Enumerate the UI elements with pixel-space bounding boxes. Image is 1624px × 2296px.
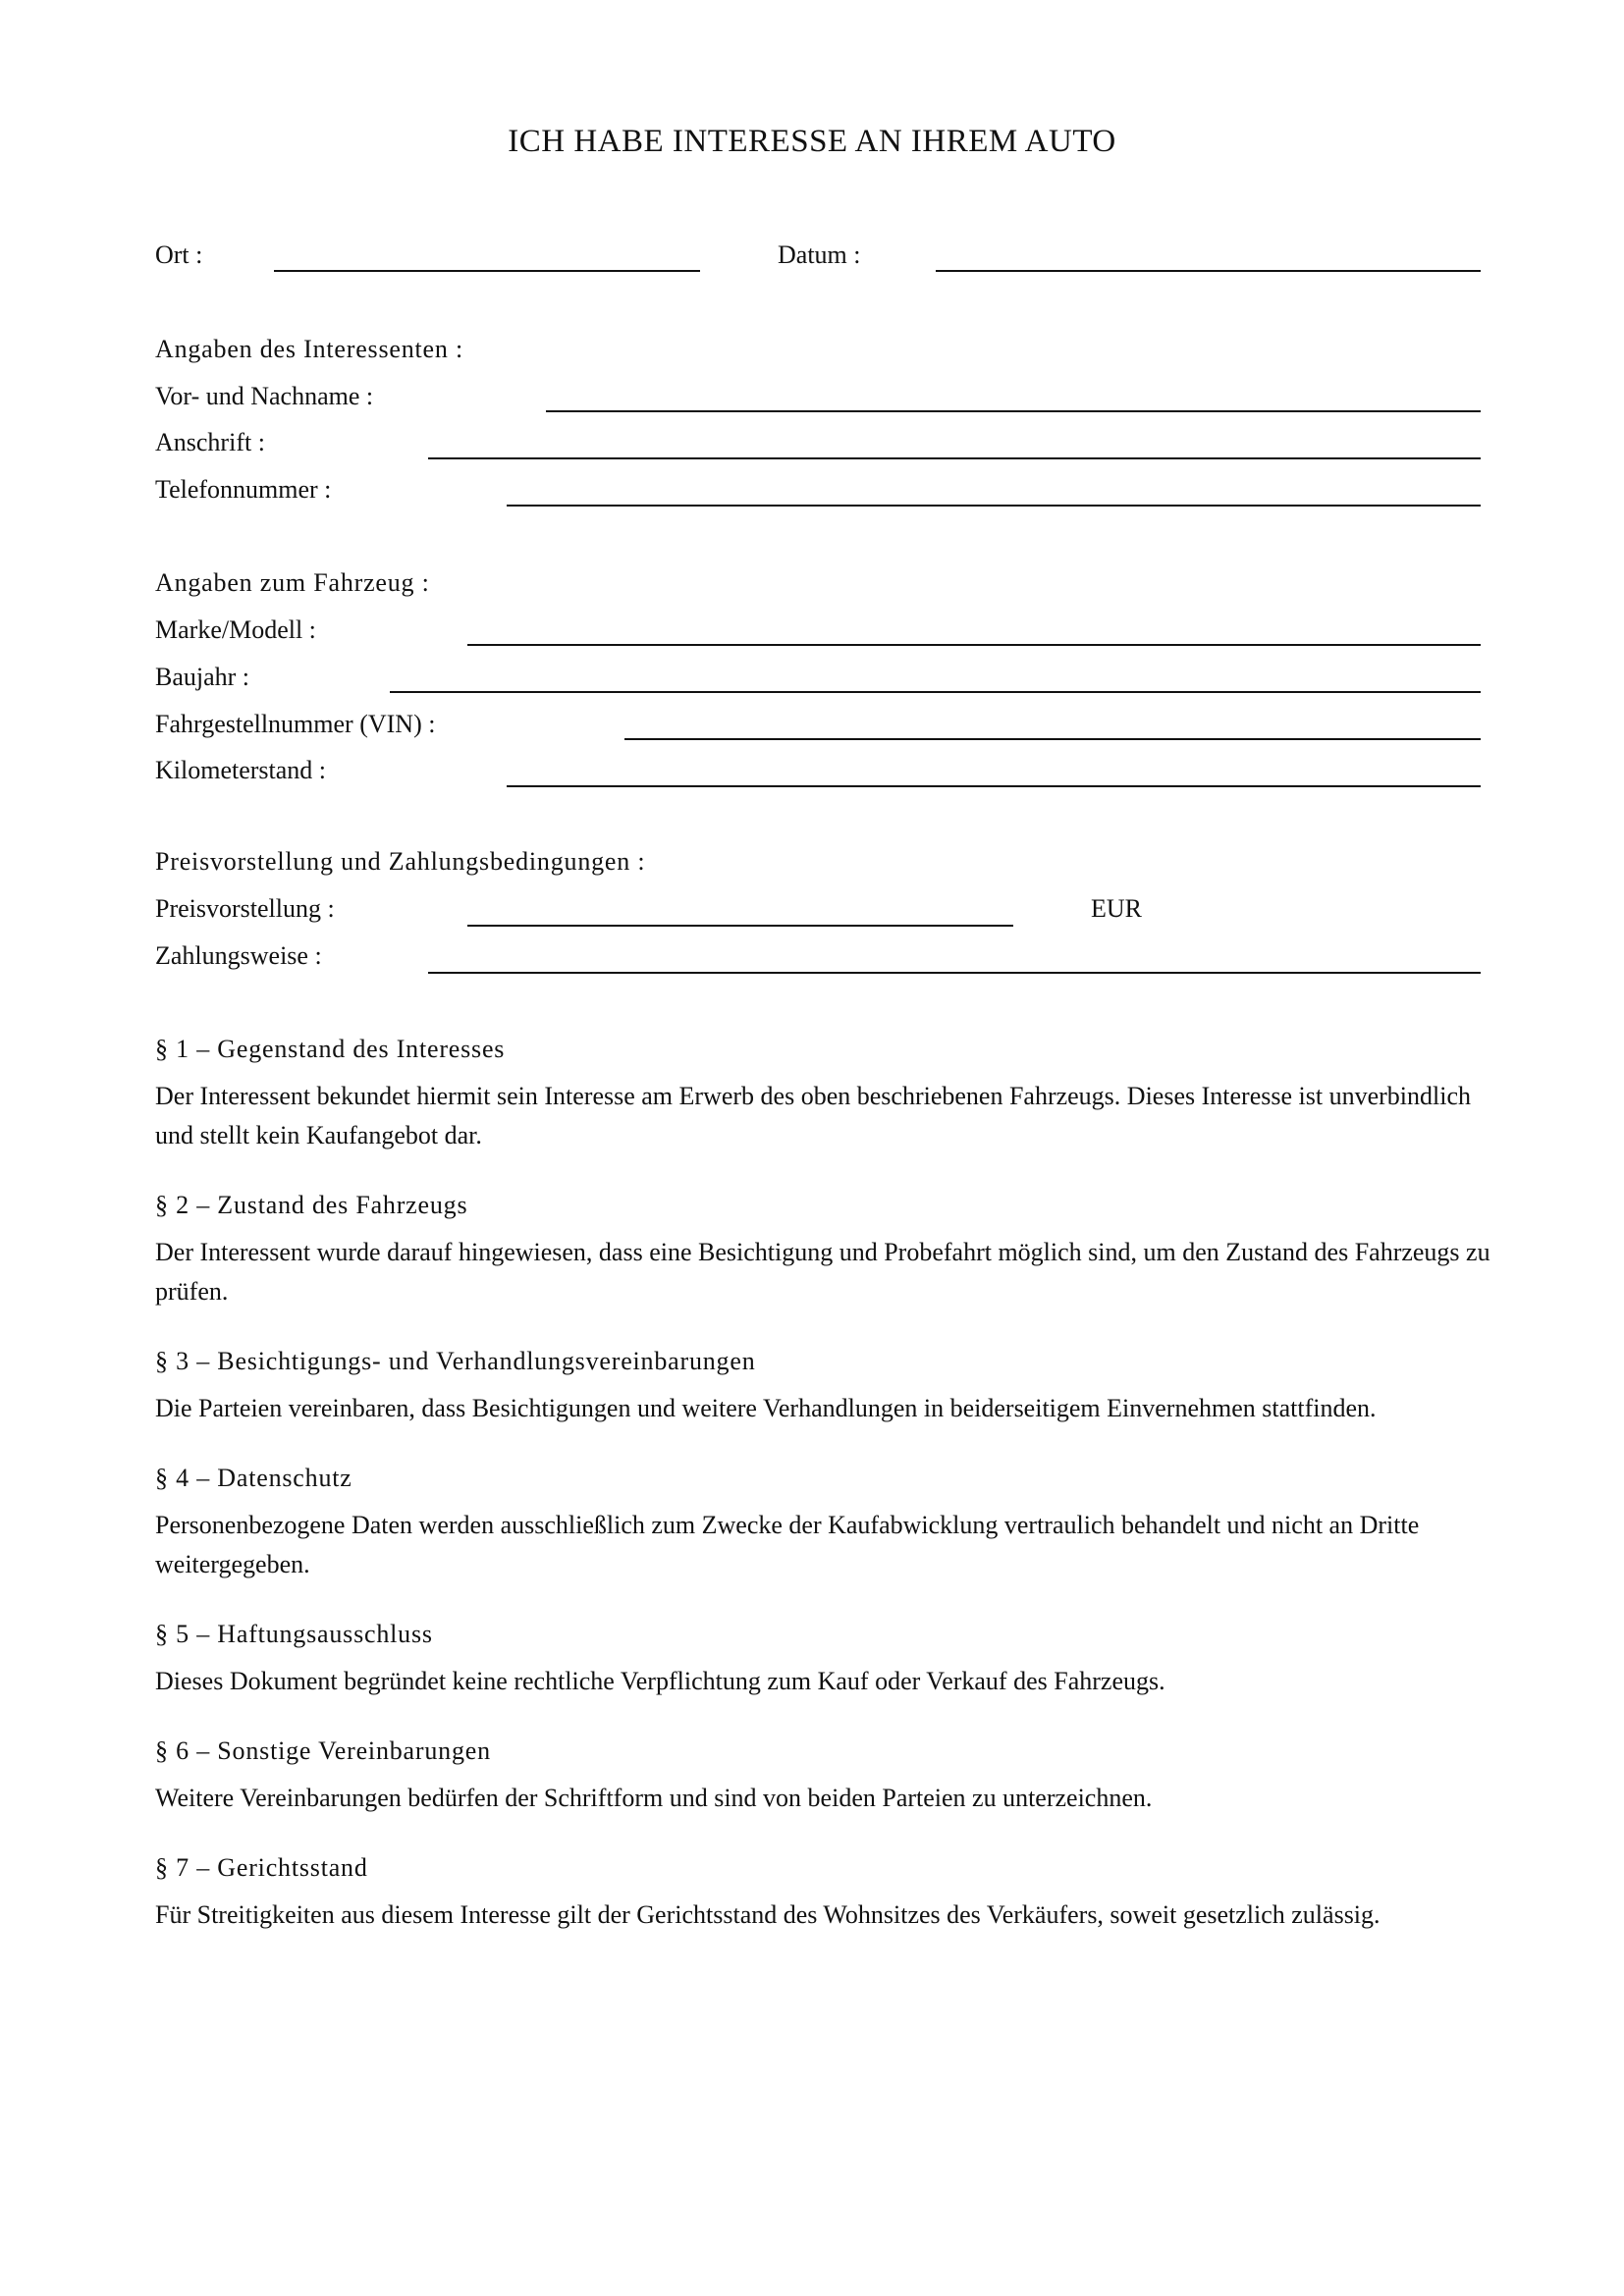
datum-label: Datum : [778, 240, 861, 269]
telefon-field[interactable] [507, 505, 1481, 507]
vin-label: Fahrgestellnummer (VIN) : [155, 710, 436, 738]
interessent-heading: Angaben des Interessenten : [155, 335, 463, 363]
name-label: Vor- und Nachname : [155, 382, 374, 410]
currency-label: EUR [1091, 894, 1142, 923]
ort-label: Ort : [155, 240, 203, 269]
ort-field[interactable] [274, 270, 700, 272]
section-2-text: Der Interessent wurde darauf hingewiesen, dass eine Besichtigung und Probefahrt möglich sind, um den Zustand des Fahrzeugs zu prüfen. [155, 1238, 1490, 1306]
section-6-heading: § 6 – Sonstige Vereinbarungen [155, 1736, 491, 1765]
section-5-heading: § 5 – Haftungsausschluss [155, 1620, 433, 1648]
zahlung-label: Zahlungsweise : [155, 941, 322, 970]
telefon-label: Telefonnummer : [155, 475, 332, 504]
preis-label: Preisvorstellung : [155, 894, 335, 923]
anschrift-label: Anschrift : [155, 428, 265, 456]
section-7-heading: § 7 – Gerichtsstand [155, 1853, 368, 1882]
preis-field[interactable] [467, 925, 1013, 927]
datum-field[interactable] [936, 270, 1481, 272]
marke-label: Marke/Modell : [155, 615, 316, 644]
km-label: Kilometerstand : [155, 756, 327, 784]
section-1-text: Der Interessent bekundet hiermit sein Interesse am Erwerb des oben beschriebenen Fahrzeugs. Dieses Interesse ist unverbindlich und stellt kein Kaufangebot dar. [155, 1082, 1471, 1149]
section-3-heading: § 3 – Besichtigungs- und Verhandlungsvereinbarungen [155, 1347, 756, 1375]
section-2-heading: § 2 – Zustand des Fahrzeugs [155, 1191, 468, 1219]
fahrzeug-heading: Angaben zum Fahrzeug : [155, 568, 430, 597]
section-5-text: Dieses Dokument begründet keine rechtliche Verpflichtung zum Kauf oder Verkauf des Fahrzeugs. [155, 1667, 1165, 1695]
section-1-heading: § 1 – Gegenstand des Interesses [155, 1035, 506, 1063]
marke-field[interactable] [467, 644, 1481, 646]
zahlung-field[interactable] [428, 972, 1481, 974]
section-7-text: Für Streitigkeiten aus diesem Interesse gilt der Gerichtsstand des Wohnsitzes des Verkäufers, soweit gesetzlich zulässig. [155, 1900, 1380, 1929]
section-4-text: Personenbezogene Daten werden ausschließlich zum Zwecke der Kaufabwicklung vertraulich behandelt und nicht an Dritte weitergegeben. [155, 1511, 1420, 1578]
section-4-heading: § 4 – Datenschutz [155, 1464, 352, 1492]
km-field[interactable] [507, 785, 1481, 787]
document-title: ICH HABE INTERESSE AN IHREM AUTO [508, 124, 1116, 159]
name-field[interactable] [546, 410, 1481, 412]
section-3-text: Die Parteien vereinbaren, dass Besichtigungen und weitere Verhandlungen in beiderseitigem Einvernehmen stattfinden. [155, 1394, 1377, 1422]
section-6-text: Weitere Vereinbarungen bedürfen der Schriftform und sind von beiden Parteien zu unterzeichnen. [155, 1784, 1153, 1812]
baujahr-label: Baujahr : [155, 663, 250, 691]
anschrift-field[interactable] [428, 457, 1481, 459]
vin-field[interactable] [624, 738, 1481, 740]
preis-heading: Preisvorstellung und Zahlungsbedingungen : [155, 847, 646, 876]
baujahr-field[interactable] [390, 691, 1481, 693]
